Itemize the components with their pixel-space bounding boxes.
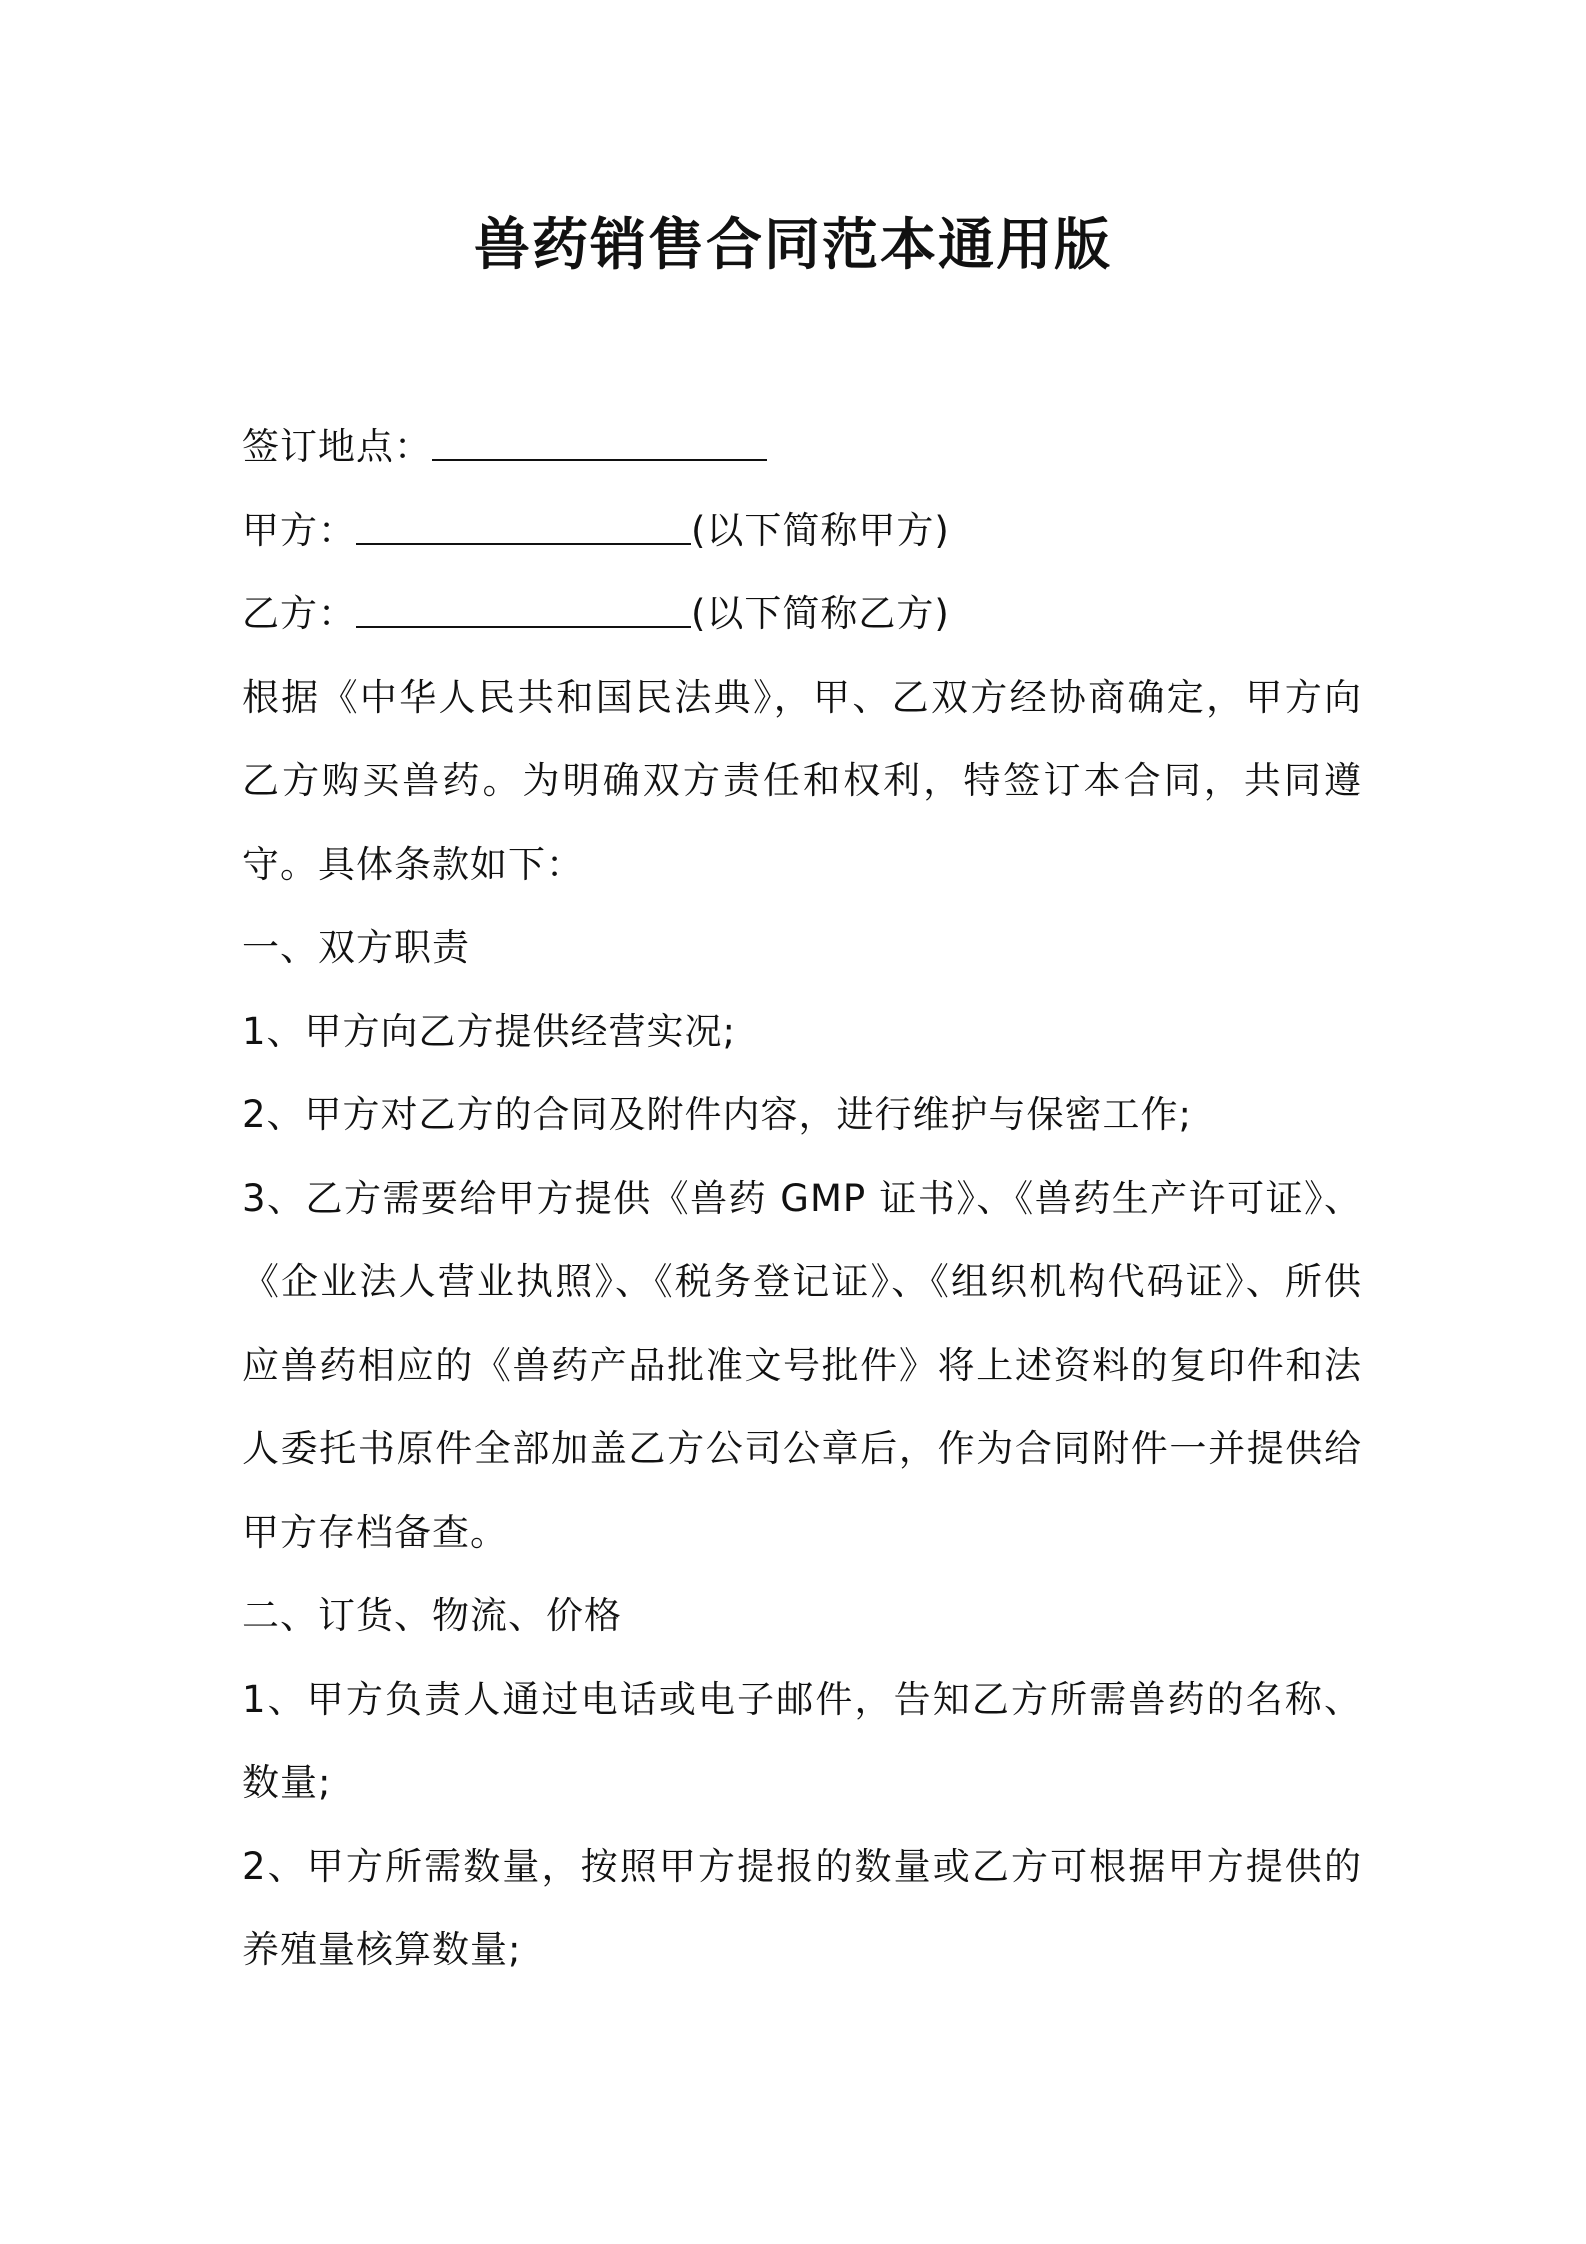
- party-b-blank: [356, 590, 691, 628]
- intro-paragraph: 根据《中华人民共和国民法典》，甲、乙双方经协商确定，甲方向乙方购买兽药。为明确双方责任和权利，特签订本合同，共同遵守。具体条款如下：: [242, 675, 1362, 886]
- party-b-suffix: (以下简称乙方): [691, 592, 950, 635]
- clause-item: 1、甲方向乙方提供经营实况;: [242, 1009, 737, 1053]
- clause-item: 3、乙方需要给甲方提供《兽药 GMP 证书》、《兽药生产许可证》、《企业法人营业执照》、《税务登记证》、《组织机构代码证》、所供应兽药相应的《兽药产品批准文号批件》将上述资料的复印件和法人委托书原件全部加盖乙方公司公章后，作为合同附件一并提供给甲方存档备查。: [242, 1176, 1362, 1554]
- party-a-suffix: (以下简称甲方): [691, 508, 950, 552]
- clause-item: 1、甲方负责人通过电话或电子邮件，告知乙方所需兽药的名称、数量;: [242, 1677, 1362, 1804]
- party-b-line: [242, 572, 1362, 656]
- party-a-label: 甲方：: [242, 508, 356, 552]
- clause-item: 2、甲方所需数量，按照甲方提报的数量或乙方可根据甲方提供的养殖量核算数量;: [242, 1844, 1362, 1971]
- signing-location-label: 签订地点：: [242, 425, 432, 468]
- document-body: [242, 405, 1362, 1992]
- clause-item: 2、甲方对乙方的合同及附件内容，进行维护与保密工作;: [242, 1093, 1193, 1136]
- signing-location-line: [242, 405, 1362, 489]
- document-title: 兽药销售合同范本通用版: [474, 213, 1112, 278]
- section-heading: 一、双方职责: [242, 926, 470, 969]
- signing-location-blank: [432, 423, 767, 461]
- party-b-label: 乙方：: [242, 592, 356, 635]
- section-heading: 二、订货、物流、价格: [242, 1594, 622, 1637]
- party-a-blank: [356, 507, 691, 545]
- party-a-line: [242, 489, 1362, 573]
